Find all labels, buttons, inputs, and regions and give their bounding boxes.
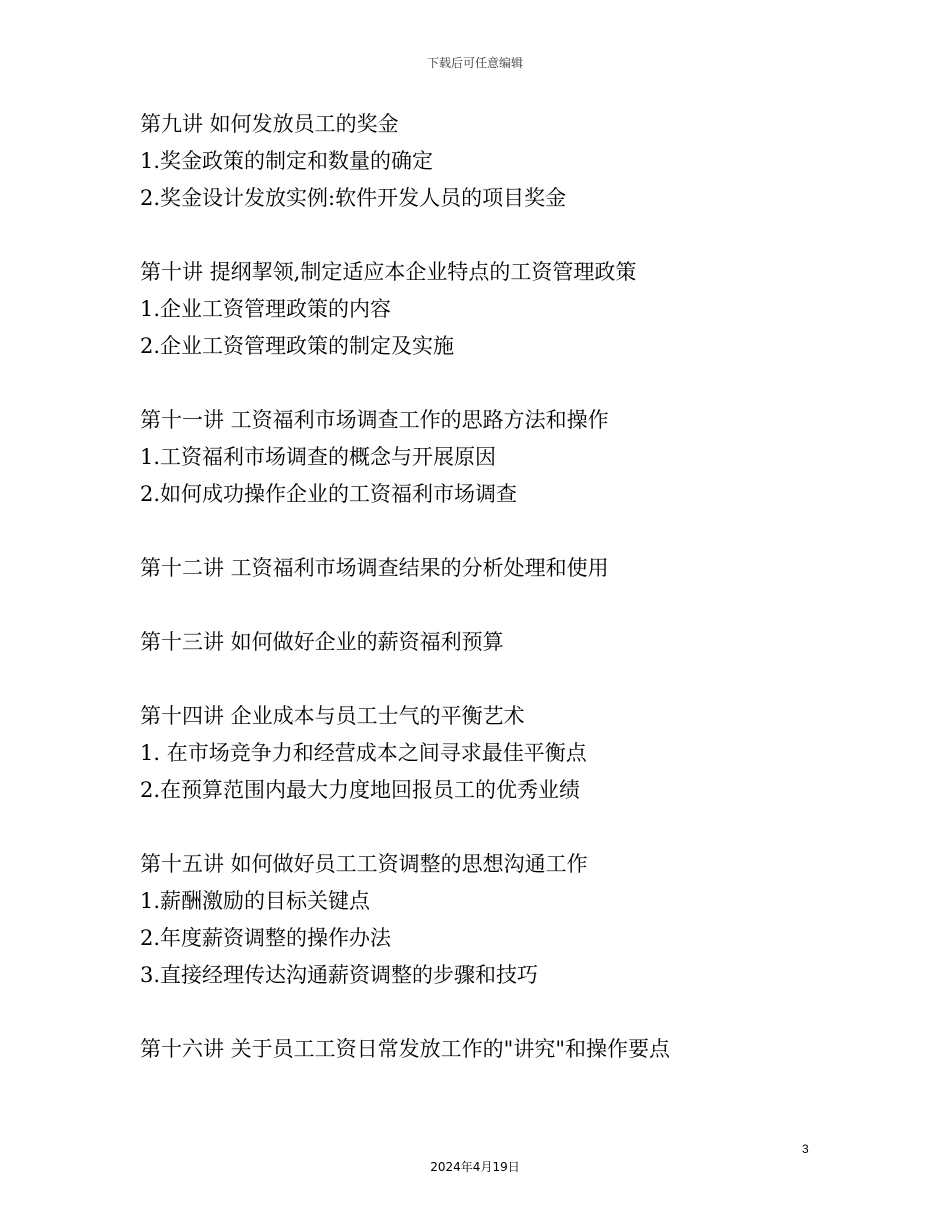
paragraph-gap bbox=[140, 217, 840, 254]
section-title: 第九讲 如何发放员工的奖金 bbox=[140, 112, 399, 136]
section bbox=[140, 698, 840, 809]
list-item: 1. 在市场竞争力和经营成本之间寻求最佳平衡点 bbox=[140, 741, 587, 765]
list-item: 2.如何成功操作企业的工资福利市场调查 bbox=[140, 482, 518, 506]
section bbox=[140, 402, 840, 513]
section bbox=[140, 1031, 840, 1068]
paragraph-gap bbox=[140, 661, 840, 698]
paragraph-gap bbox=[140, 809, 840, 846]
list-item: 1.企业工资管理政策的内容 bbox=[140, 297, 392, 321]
paragraph-gap bbox=[140, 994, 840, 1031]
page-number: 3 bbox=[802, 1142, 809, 1156]
section-title: 第十四讲 企业成本与员工士气的平衡艺术 bbox=[140, 704, 525, 728]
section bbox=[140, 254, 840, 365]
section bbox=[140, 550, 840, 587]
paragraph-gap bbox=[140, 513, 840, 550]
section-title: 第十二讲 工资福利市场调查结果的分析处理和使用 bbox=[140, 556, 609, 580]
paragraph-gap bbox=[140, 365, 840, 402]
list-item: 1.奖金政策的制定和数量的确定 bbox=[140, 149, 434, 173]
paragraph-gap bbox=[140, 587, 840, 624]
section-title: 第十一讲 工资福利市场调查工作的思路方法和操作 bbox=[140, 408, 609, 432]
section bbox=[140, 624, 840, 661]
list-item: 3.直接经理传达沟通薪资调整的步骤和技巧 bbox=[140, 963, 539, 987]
section-title: 第十三讲 如何做好企业的薪资福利预算 bbox=[140, 630, 504, 654]
list-item: 2.奖金设计发放实例:软件开发人员的项目奖金 bbox=[140, 186, 567, 210]
page-footer-date: 2024年4月19日 bbox=[430, 1160, 520, 1174]
section bbox=[140, 106, 840, 217]
section-title: 第十讲 提纲挈领,制定适应本企业特点的工资管理政策 bbox=[140, 260, 637, 284]
section bbox=[140, 846, 840, 994]
list-item: 1.薪酬激励的目标关键点 bbox=[140, 889, 371, 913]
list-item: 2.企业工资管理政策的制定及实施 bbox=[140, 334, 455, 358]
list-item: 2.年度薪资调整的操作办法 bbox=[140, 926, 392, 950]
section-title: 第十六讲 关于员工工资日常发放工作的"讲究"和操作要点 bbox=[140, 1037, 670, 1061]
list-item: 2.在预算范围内最大力度地回报员工的优秀业绩 bbox=[140, 778, 581, 802]
document-body bbox=[140, 106, 840, 1068]
section-title: 第十五讲 如何做好员工工资调整的思想沟通工作 bbox=[140, 852, 588, 876]
page-header: 下载后可任意编辑 bbox=[426, 56, 523, 70]
list-item: 1.工资福利市场调查的概念与开展原因 bbox=[140, 445, 497, 469]
